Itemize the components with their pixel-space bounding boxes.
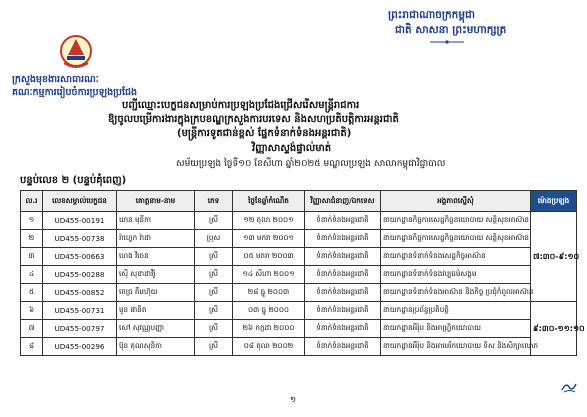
- page-number: ១: [290, 395, 297, 404]
- candidate-subject: ទំនាក់ទំនងអន្តរជាតិ: [305, 266, 381, 284]
- row-number: ៧: [21, 320, 43, 338]
- row-number: ២: [21, 230, 43, 248]
- header-cell: លេខសម្គាល់បេក្ខជន: [43, 191, 117, 212]
- candidate-id: UD455-00738: [43, 230, 117, 248]
- header-cell: គោត្តនាម-នាម: [117, 191, 195, 212]
- exam-time-header: ម៉ោងប្រឡង: [531, 191, 577, 212]
- requesting-unit: នាយកដ្ឋានប្រព័ន្ធប្រតិបត្តិ: [381, 302, 531, 320]
- candidate-name: ប៊ុន គុណសុនិកា: [117, 338, 195, 356]
- candidate-table: [20, 190, 585, 356]
- table-row: [21, 266, 577, 284]
- candidate-id: UD455-00288: [43, 266, 117, 284]
- candidate-sex: ស្រី: [195, 320, 233, 338]
- requesting-unit: នាយកដ្ឋានអឺរ៉ុប និងអាហ្វ្រិកយោបាយ: [381, 320, 531, 338]
- table-row: [21, 320, 577, 338]
- candidate-name: សៅ សុវណ្ណបញ្ញា: [117, 320, 195, 338]
- exam-time-slot: ៩:៣០-១១:១០: [531, 302, 577, 356]
- row-number: ៥: [21, 284, 43, 302]
- committee-name: គណៈកម្មការរៀបចំការប្រឡងប្រជែង: [12, 87, 138, 98]
- document-title-line4: វិញ្ញាសាស្ទង់ផ្ទាល់មាត់: [252, 143, 332, 154]
- candidate-id: UD455-00191: [43, 212, 117, 230]
- candidate-sex: ស្រី: [195, 338, 233, 356]
- candidate-id: UD455-00663: [43, 248, 117, 266]
- candidate-id: UD455-00852: [43, 284, 117, 302]
- requesting-unit: នាយកដ្ឋានទំនាក់ទំនងវប្បធម៌សង្គម: [381, 266, 531, 284]
- row-number: ៤: [21, 266, 43, 284]
- table-row: [21, 230, 577, 248]
- candidate-id: UD455-00797: [43, 320, 117, 338]
- requesting-unit: នាយកដ្ឋានទំនាក់ទំនងសេដ្ឋកិច្ចអាស៊ាន: [381, 248, 531, 266]
- candidate-id: UD455-00296: [43, 338, 117, 356]
- candidate-dob: ២៦ កក្កដា ២០០០: [233, 320, 305, 338]
- requesting-unit: នាយកដ្ឋានកិច្ចការសេដ្ឋកិច្ចនយោបាយ សន្តិសុខអាស៊ាន: [381, 230, 531, 248]
- ministry-logo-icon: [58, 33, 94, 71]
- candidate-name: រ៉ាហ្វេក រ៉ាដា: [117, 230, 195, 248]
- row-number: ១: [21, 212, 43, 230]
- candidate-subject: ទំនាក់ទំនងអន្តរជាតិ: [305, 248, 381, 266]
- header-cell: ភេទ: [195, 191, 233, 212]
- document-title-line3: (មន្ត្រីការទូតជាន់ខ្ពស់ ផ្នែកទំនាក់ទំនងអន្តរជាតិ): [177, 128, 352, 139]
- requesting-unit: នាយកដ្ឋានកិច្ចការសេដ្ឋកិច្ចនយោបាយ សន្តិសុខអាស៊ាន: [381, 212, 531, 230]
- row-number: ៦: [21, 302, 43, 320]
- candidate-name: មួន ផានិត: [117, 302, 195, 320]
- header-cell: ថ្ងៃខែឆ្នាំកំណើត: [233, 191, 305, 212]
- ministry-name: ក្រសួងមុខងារសាធារណៈ: [12, 74, 99, 85]
- candidate-subject: ទំនាក់ទំនងអន្តរជាតិ: [305, 284, 381, 302]
- candidate-sex: ស្រី: [195, 266, 233, 284]
- candidate-subject: ទំនាក់ទំនងអន្តរជាតិ: [305, 302, 381, 320]
- table-row: [21, 212, 577, 230]
- header-cell: ល.រ: [21, 191, 43, 212]
- candidate-subject: ទំនាក់ទំនងអន្តរជាតិ: [305, 338, 381, 356]
- exam-time-slot: ៧:៣០-៩:១០: [531, 212, 577, 302]
- candidate-dob: ១៤ សីហា ២០០១: [233, 266, 305, 284]
- row-number: ៣: [21, 248, 43, 266]
- table-row: [21, 248, 577, 266]
- ornament-divider-icon: [430, 40, 464, 44]
- candidate-sex: ប្រុស: [195, 230, 233, 248]
- candidate-sex: ស្រី: [195, 302, 233, 320]
- header-cell: អង្គភាពស្នើសុំ: [381, 191, 531, 212]
- row-number: ៨: [21, 338, 43, 356]
- table-header-row: [21, 191, 577, 212]
- candidate-dob: ២៨ ធ្នូ ២០០៣: [233, 284, 305, 302]
- table-row: [21, 302, 577, 320]
- candidate-subject: ទំនាក់ទំនងអន្តរជាតិ: [305, 320, 381, 338]
- kingdom-title: ព្រះរាជាណាចក្រកម្ពុជា: [388, 9, 476, 21]
- candidate-dob: ១២ តុលា ២០០១: [233, 212, 305, 230]
- candidate-dob: ០៥ មករា ២០០៣: [233, 248, 305, 266]
- candidate-name: ពេជ្រ គឹមហ៊ុយ: [117, 284, 195, 302]
- requesting-unit: នាយកដ្ឋានអឺរ៉ុប និងអាមេរិកយោបាយ ទិស និងសិក្សាលោក: [381, 338, 531, 356]
- document-title-line1: បញ្ជីឈ្មោះបេក្ខជនសម្រាប់ការប្រឡងប្រជែងជ្រើសរើសមន្ត្រីរាជការ: [122, 100, 360, 111]
- exam-session-info: សម័យប្រឡង ថ្ងៃទី១០ ខែសីហា ឆ្នាំ២០២៥ មណ្ឌលប្រឡង សាលាកម្ពុជាវិជ្ជាបាល: [176, 159, 446, 169]
- header-cell: វិញ្ញាសាជំនាញ/ឯកទេស: [305, 191, 381, 212]
- handwritten-initial-icon: [560, 380, 578, 394]
- candidate-sex: ស្រី: [195, 212, 233, 230]
- room-label: បន្ទប់លេខ ២ (បន្ទប់គុំពេញ): [20, 175, 127, 186]
- candidate-sex: ស្រី: [195, 248, 233, 266]
- candidate-dob: ១៣ មករា ២០០១: [233, 230, 305, 248]
- document-title-line2: ឱ្យចូលបម្រើការងារក្នុងក្របខណ្ឌក្រសួងការបរទេស និងសហប្រតិបត្តិការអន្តរជាតិ: [108, 114, 399, 125]
- candidate-id: UD455-00731: [43, 302, 117, 320]
- table-row: [21, 338, 577, 356]
- candidate-dob: ០៣ ធ្នូ ២០០០: [233, 302, 305, 320]
- candidate-name: ស៊ើ សុខាដាវីរ៉ូ: [117, 266, 195, 284]
- table-row: [21, 284, 577, 302]
- requesting-unit: នាយកដ្ឋានទំនាក់ទំនងអាស៊ាន និងកិច្ច ប្រជុំកំពូលអាស៊ាន: [381, 284, 531, 302]
- candidate-dob: ០៨ តុលា ២០០២: [233, 338, 305, 356]
- candidate-subject: ទំនាក់ទំនងអន្តរជាតិ: [305, 212, 381, 230]
- candidate-subject: ទំនាក់ទំនងអន្តរជាតិ: [305, 230, 381, 248]
- candidate-name: ហេង វិចេន: [117, 248, 195, 266]
- candidate-name: ឃាន មុនីកា: [117, 212, 195, 230]
- candidate-sex: ស្រី: [195, 284, 233, 302]
- national-motto: ជាតិ សាសនា ព្រះមហាក្សត្រ: [395, 24, 507, 36]
